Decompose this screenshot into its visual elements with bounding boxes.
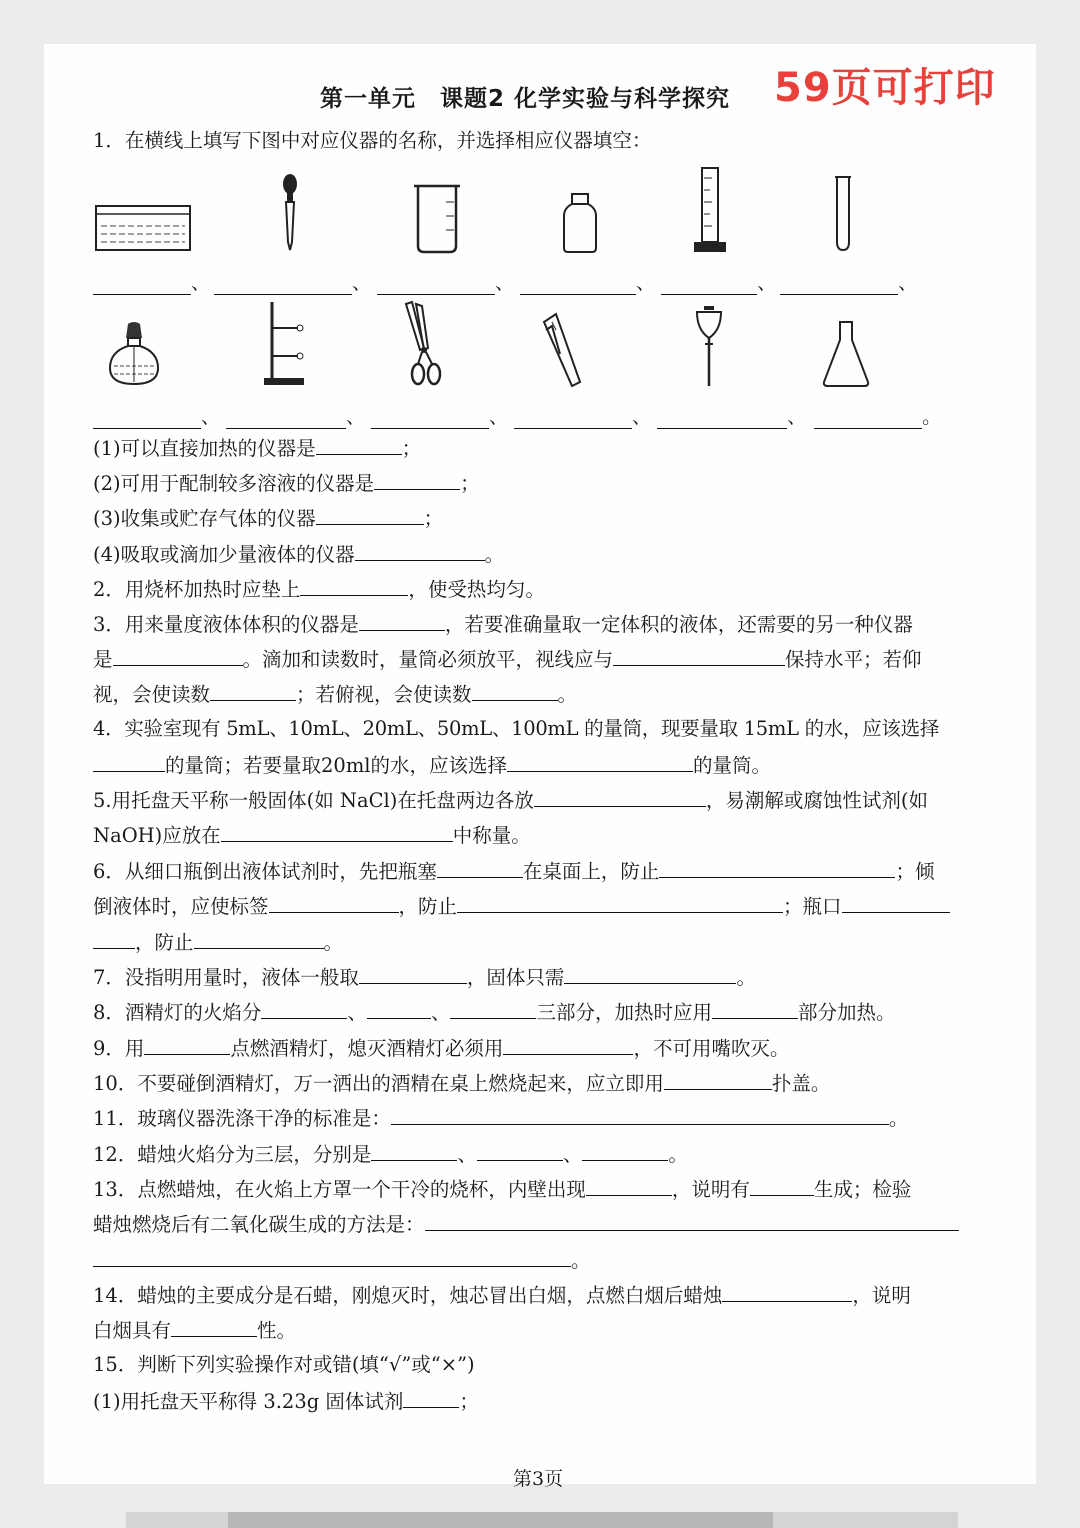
horizontal-scrollbar-thumb[interactable] bbox=[228, 1512, 773, 1528]
question-15 bbox=[93, 1352, 475, 1378]
separator: 、 bbox=[757, 272, 777, 294]
name-blank[interactable] bbox=[371, 414, 489, 429]
answer-blank[interactable] bbox=[664, 1069, 772, 1090]
text: (3)收集或贮存气体的仪器 bbox=[93, 507, 316, 530]
apparatus-name-row-1 bbox=[93, 268, 917, 295]
text: ，说明 bbox=[852, 1284, 911, 1307]
text: 。 bbox=[668, 1143, 688, 1166]
name-blank[interactable] bbox=[226, 414, 346, 429]
answer-blank[interactable] bbox=[367, 998, 431, 1019]
text: ； bbox=[460, 472, 480, 495]
printable-badge: 59页可打印 bbox=[774, 65, 996, 111]
separator: 、 bbox=[489, 406, 509, 428]
question-3-line-1 bbox=[93, 610, 913, 638]
answer-blank[interactable] bbox=[93, 928, 135, 949]
question-13-line-1 bbox=[93, 1175, 911, 1203]
answer-blank[interactable] bbox=[93, 751, 165, 772]
crucible-tongs-icon bbox=[398, 300, 448, 388]
iron-stand-icon bbox=[258, 300, 308, 388]
answer-blank[interactable] bbox=[316, 504, 424, 525]
text: ； bbox=[423, 507, 444, 530]
text: 9．用 bbox=[93, 1037, 145, 1060]
text: 15．判断下列实验操作对或错(填“√”或“×”) bbox=[93, 1353, 475, 1376]
text: 。 bbox=[571, 1249, 591, 1272]
question-13-line-2 bbox=[93, 1210, 959, 1238]
question-3-line-3 bbox=[93, 680, 577, 708]
name-blank[interactable] bbox=[214, 280, 352, 295]
separator: 、 bbox=[352, 272, 372, 294]
name-blank[interactable] bbox=[657, 414, 787, 429]
text: 12．蜡烛火焰分为三层，分别是 bbox=[93, 1143, 372, 1166]
name-blank[interactable] bbox=[814, 414, 922, 429]
text: 扑盖。 bbox=[771, 1072, 831, 1095]
answer-blank[interactable] bbox=[507, 751, 693, 772]
answer-blank[interactable] bbox=[359, 610, 445, 631]
question-4-line-2 bbox=[93, 751, 771, 779]
conical-flask-icon bbox=[820, 320, 872, 388]
text: 8．酒精灯的火焰分 bbox=[93, 1001, 262, 1024]
text: 、 bbox=[430, 1001, 451, 1024]
question-12 bbox=[93, 1140, 688, 1168]
question-8 bbox=[93, 998, 895, 1026]
text: 。 bbox=[888, 1107, 909, 1130]
text: 、 bbox=[562, 1143, 583, 1166]
answer-blank[interactable] bbox=[221, 821, 453, 842]
text: 6．从细口瓶倒出液体试剂时，先把瓶塞 bbox=[93, 860, 437, 883]
q1-sub-3 bbox=[93, 504, 443, 532]
text: 。 bbox=[557, 683, 578, 706]
graduated-cylinder-icon bbox=[692, 164, 728, 256]
text: NaOH)应放在 bbox=[93, 824, 221, 847]
text: 7．没指明用量时，液体一般取 bbox=[93, 966, 359, 989]
text: 性。 bbox=[257, 1319, 297, 1342]
answer-blank[interactable] bbox=[144, 1034, 230, 1055]
answer-blank[interactable] bbox=[457, 892, 783, 913]
text: (1)可以直接加热的仪器是 bbox=[93, 437, 316, 460]
answer-blank[interactable] bbox=[194, 928, 324, 949]
question-14-line-1 bbox=[93, 1281, 911, 1309]
text: ，使受热均匀。 bbox=[408, 578, 545, 601]
answer-blank[interactable] bbox=[613, 645, 785, 666]
answer-blank[interactable] bbox=[437, 857, 523, 878]
answer-blank[interactable] bbox=[261, 998, 347, 1019]
text: 是 bbox=[93, 648, 113, 671]
text: 视，会使读数 bbox=[93, 683, 211, 706]
separator: 。 bbox=[922, 406, 942, 428]
name-blank[interactable] bbox=[514, 414, 632, 429]
answer-blank[interactable] bbox=[269, 892, 399, 913]
question-1-prompt: 1．在横线上填写下图中对应仪器的名称，并选择相应仪器填空： bbox=[93, 129, 652, 152]
answer-blank[interactable] bbox=[842, 892, 950, 913]
answer-blank[interactable] bbox=[659, 857, 895, 878]
text: 白烟具有 bbox=[93, 1319, 172, 1342]
text: ，易潮解或腐蚀性试剂(如 bbox=[705, 789, 928, 812]
answer-blank[interactable] bbox=[564, 963, 736, 984]
text: 。 bbox=[323, 931, 344, 954]
answer-blank[interactable] bbox=[425, 1210, 959, 1231]
answer-blank[interactable] bbox=[371, 1140, 457, 1161]
text: ，固体只需 bbox=[466, 966, 565, 989]
answer-blank[interactable] bbox=[171, 1316, 257, 1337]
answer-blank[interactable] bbox=[93, 1246, 571, 1267]
text: 11．玻璃仪器洗涤干净的标准是： bbox=[93, 1107, 391, 1130]
text: 、 bbox=[457, 1143, 477, 1166]
question-13-line-3 bbox=[93, 1246, 591, 1274]
answer-blank[interactable] bbox=[391, 1104, 889, 1125]
text: 13．点燃蜡烛，在火焰上方罩一个干冷的烧杯，内壁出现 bbox=[93, 1178, 586, 1201]
text: ； bbox=[401, 437, 422, 460]
text: 4．实验室现有 5mL、10mL、20mL、50mL、100mL 的量筒，现要量取 15mL 的水，应该选择 bbox=[93, 717, 940, 740]
separator: 、 bbox=[346, 406, 366, 428]
answer-blank[interactable] bbox=[477, 1140, 563, 1161]
answer-blank[interactable] bbox=[403, 1387, 459, 1408]
name-blank[interactable] bbox=[377, 280, 495, 295]
question-3-line-2 bbox=[93, 645, 922, 673]
text: ，防止 bbox=[398, 895, 458, 918]
question-6-line-2 bbox=[93, 892, 950, 920]
separator: 、 bbox=[787, 406, 807, 428]
text: 中称量。 bbox=[452, 824, 531, 847]
separator: 、 bbox=[632, 406, 652, 428]
separator: 、 bbox=[495, 272, 515, 294]
text: 的量筒。 bbox=[693, 754, 772, 777]
answer-blank[interactable] bbox=[582, 1140, 668, 1161]
test-tube-icon bbox=[832, 174, 854, 254]
name-blank[interactable] bbox=[780, 280, 898, 295]
question-6-line-1 bbox=[93, 857, 934, 885]
text: ，不可用嘴吹灭。 bbox=[633, 1037, 790, 1060]
text: 保持水平；若仰 bbox=[785, 648, 922, 671]
question-5-line-1 bbox=[93, 786, 928, 814]
answer-blank[interactable] bbox=[450, 998, 536, 1019]
wide-mouth-bottle-icon bbox=[560, 192, 600, 254]
question-6-line-3 bbox=[93, 928, 343, 956]
text: 5.用托盘天平称一般固体(如 NaCl)在托盘两边各放 bbox=[93, 789, 534, 812]
name-blank[interactable] bbox=[93, 280, 191, 295]
answer-blank[interactable] bbox=[355, 540, 485, 561]
question-4-line-1 bbox=[93, 716, 939, 742]
question-2 bbox=[93, 575, 545, 603]
answer-blank[interactable] bbox=[750, 1175, 814, 1196]
name-blank[interactable] bbox=[520, 280, 636, 295]
separatory-funnel-icon bbox=[692, 304, 726, 390]
question-10 bbox=[93, 1069, 830, 1097]
separator: 、 bbox=[898, 272, 918, 294]
text: (4)吸取或滴加少量液体的仪器 bbox=[93, 543, 355, 566]
text: ；瓶口 bbox=[783, 895, 842, 918]
answer-blank[interactable] bbox=[712, 998, 798, 1019]
question-15-sub-1 bbox=[93, 1387, 479, 1415]
alcohol-lamp-icon bbox=[106, 322, 162, 388]
q1-sub-4 bbox=[93, 540, 504, 568]
answer-blank[interactable] bbox=[472, 680, 558, 701]
text: 、 bbox=[347, 1001, 367, 1024]
name-blank[interactable] bbox=[93, 414, 201, 429]
answer-blank[interactable] bbox=[722, 1281, 852, 1302]
text: 14．蜡烛的主要成分是石蜡，刚熄灭时，烛芯冒出白烟，点燃白烟后蜡烛 bbox=[93, 1284, 723, 1307]
text: 2．用烧杯加热时应垫上 bbox=[93, 578, 301, 601]
text: 10．不要碰倒酒精灯，万一洒出的酒精在桌上燃烧起来，应立即用 bbox=[93, 1072, 664, 1095]
text: 3．用来量度液体体积的仪器是 bbox=[93, 613, 359, 636]
text: 。 bbox=[484, 543, 505, 566]
text: 。滴加和读数时，量筒必须放平，视线应与 bbox=[242, 648, 614, 671]
text: 部分加热。 bbox=[797, 1001, 896, 1024]
text: 生成；检验 bbox=[813, 1178, 912, 1201]
test-tube-holder-icon bbox=[538, 310, 584, 388]
page-title: 第一单元 课题2 化学实验与科学探究 bbox=[320, 86, 731, 112]
separator: 、 bbox=[201, 406, 221, 428]
question-5-line-2 bbox=[93, 821, 531, 849]
text: ，若要准确量取一定体积的液体，还需要的另一种仪器 bbox=[444, 613, 913, 636]
text: 倒液体时，应使标签 bbox=[93, 895, 269, 918]
text: (2)可用于配制较多溶液的仪器是 bbox=[93, 472, 375, 495]
question-11 bbox=[93, 1104, 908, 1132]
text: ；若俯视，会使读数 bbox=[296, 683, 472, 706]
dropper-icon bbox=[278, 172, 302, 252]
answer-blank[interactable] bbox=[586, 1175, 672, 1196]
answer-blank[interactable] bbox=[113, 645, 243, 666]
text: 。 bbox=[736, 966, 756, 989]
answer-blank[interactable] bbox=[210, 680, 296, 701]
answer-blank[interactable] bbox=[316, 434, 402, 455]
answer-blank[interactable] bbox=[359, 963, 467, 984]
answer-blank[interactable] bbox=[534, 786, 706, 807]
separator: 、 bbox=[636, 272, 656, 294]
text: (1)用托盘天平称得 3.23g 固体试剂 bbox=[93, 1390, 404, 1413]
beaker-icon bbox=[410, 182, 464, 254]
separator: 、 bbox=[191, 272, 211, 294]
page-number: 第3页 bbox=[513, 1468, 564, 1490]
question-9 bbox=[93, 1034, 789, 1062]
q1-sub-2 bbox=[93, 469, 480, 497]
text: 三部分，加热时应用 bbox=[536, 1001, 712, 1024]
answer-blank[interactable] bbox=[300, 575, 408, 596]
question-14-line-2 bbox=[93, 1316, 296, 1344]
text: 在桌面上，防止 bbox=[522, 860, 660, 883]
text: ；倾 bbox=[895, 860, 935, 883]
text: ，防止 bbox=[135, 931, 194, 954]
text: ； bbox=[459, 1390, 479, 1413]
text: 蜡烛燃烧后有二氧化碳生成的方法是： bbox=[93, 1213, 425, 1236]
q1-sub-1 bbox=[93, 434, 421, 462]
question-7 bbox=[93, 963, 756, 991]
answer-blank[interactable] bbox=[503, 1034, 633, 1055]
answer-blank[interactable] bbox=[374, 469, 460, 490]
text: ，说明有 bbox=[671, 1178, 750, 1201]
text: 点燃酒精灯，熄灭酒精灯必须用 bbox=[230, 1037, 504, 1060]
apparatus-name-row-2 bbox=[93, 402, 941, 429]
text: 的量筒；若要量取20ml的水，应该选择 bbox=[165, 754, 508, 777]
name-blank[interactable] bbox=[661, 280, 757, 295]
water-trough-icon bbox=[93, 200, 193, 256]
